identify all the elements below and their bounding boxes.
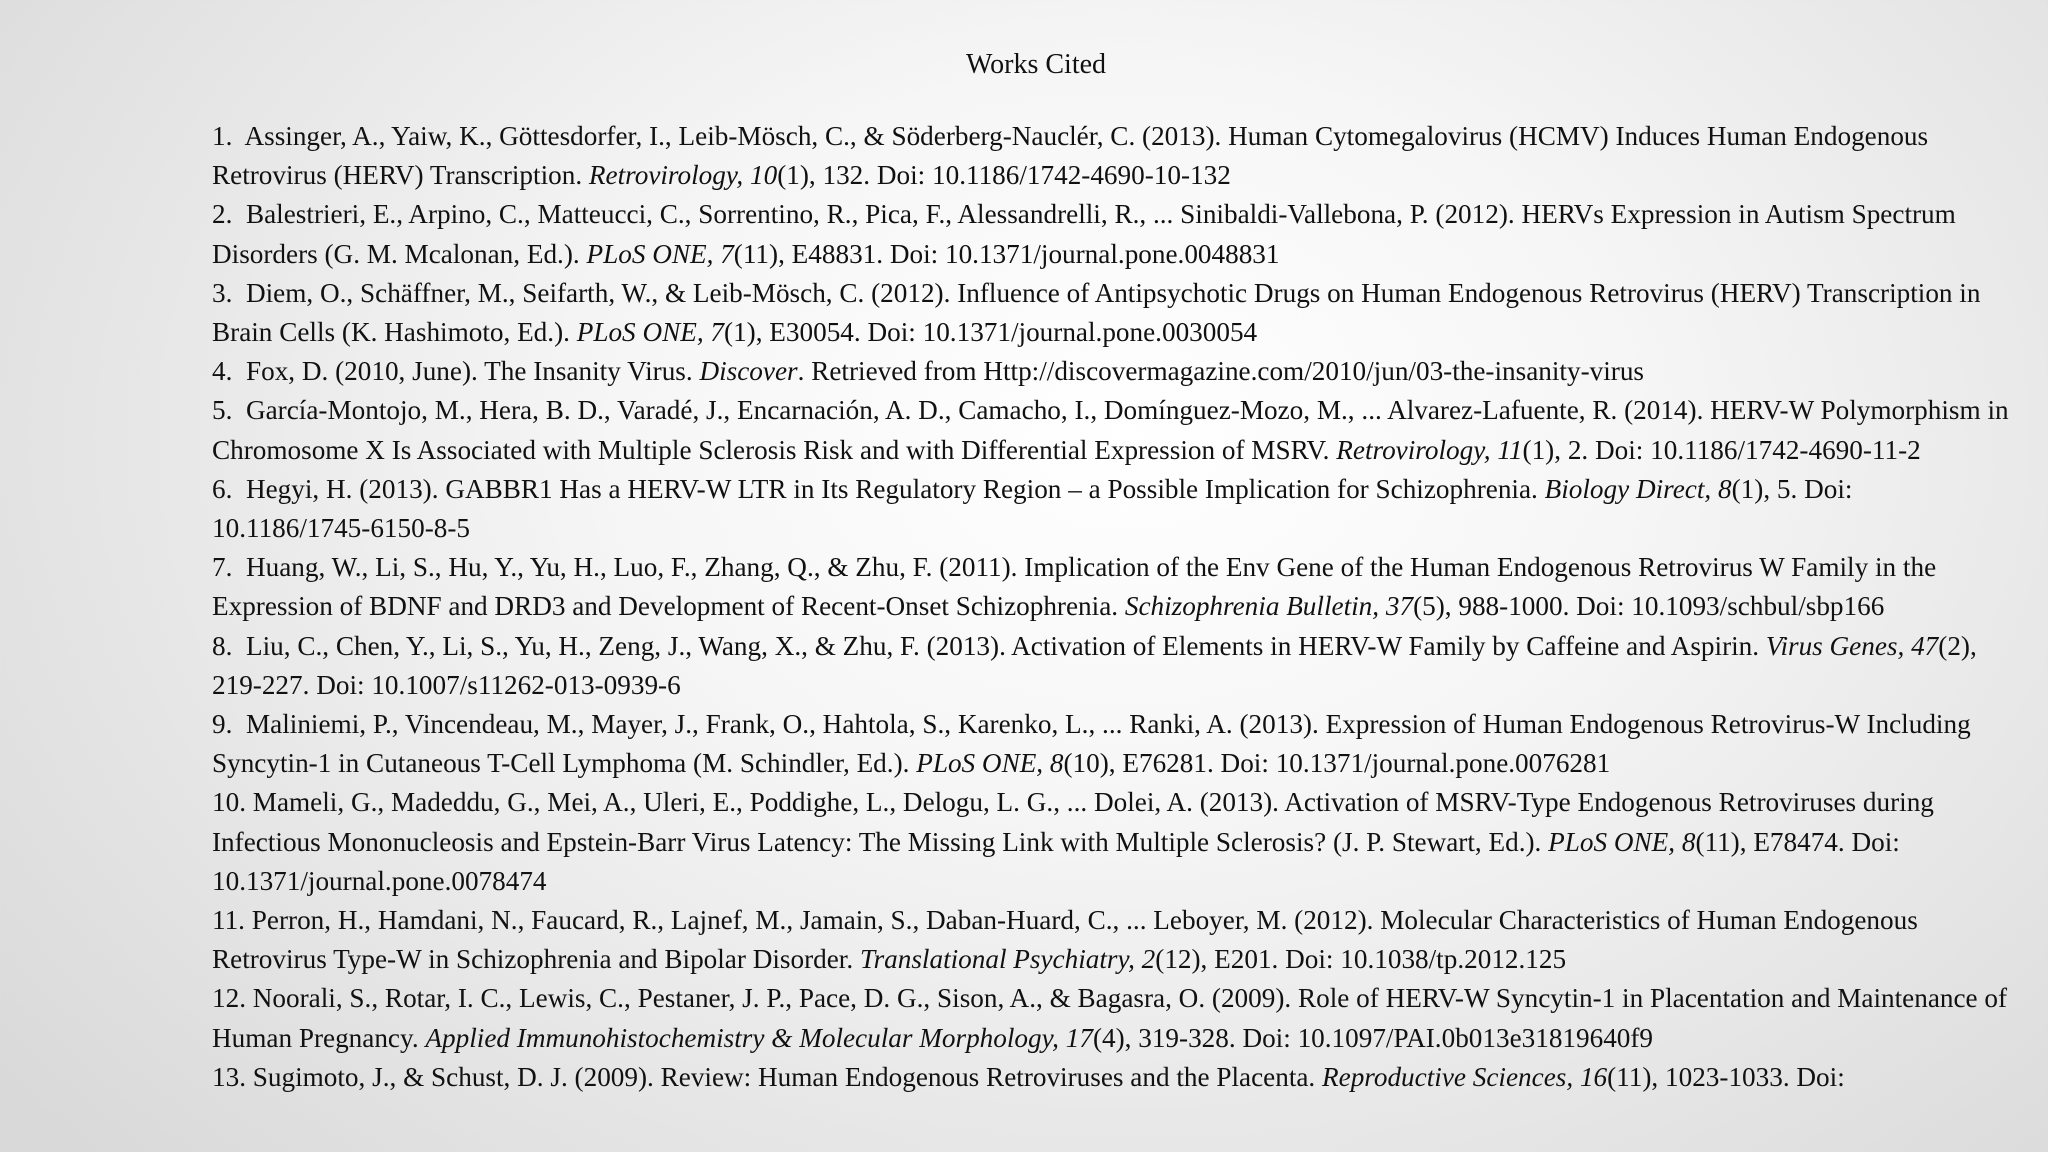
reference-source: Discover <box>699 356 798 387</box>
reference-number: 3. <box>212 277 233 308</box>
reference-item <box>212 117 2012 195</box>
reference-item <box>212 705 2012 783</box>
reference-number: 9. <box>212 709 233 740</box>
reference-details: (1), 2. Doi: 10.1186/1742-4690-11-2 <box>1522 434 1921 465</box>
reference-source: Applied Immunohistochemistry & Molecular Morphology, 17 <box>425 1022 1093 1053</box>
reference-text: Assinger, A., Yaiw, K., Göttesdorfer, I., Leib-Mösch, C., & Söderberg-Nauclér, C. (2013). Human Cytomegalovirus (HCMV) Induces Human Endogenous Retrovirus (HERV) Transcription. <box>212 121 1929 191</box>
reference-details: (10), E76281. Doi: 10.1371/journal.pone.0076281 <box>1063 748 1611 779</box>
reference-item <box>212 195 2012 273</box>
reference-details: . Retrieved from Http://discovermagazine.com/2010/jun/03-the-insanity-virus <box>797 356 1645 387</box>
reference-text: Hegyi, H. (2013). GABBR1 Has a HERV-W LTR in Its Regulatory Region – a Possible Implication for Schizophrenia. <box>245 473 1545 504</box>
reference-text: García-Montojo, M., Hera, B. D., Varadé, J., Encarnación, A. D., Camacho, I., Domínguez-Mozo, M., ... Alvarez-Lafuente, R. (2014). HERV-W Polymorphism in Chromosome X Is Associated with Multiple Sclerosis Risk and with Differential Expression of MSRV. <box>212 395 2009 465</box>
reference-text: Perron, H., Hamdani, N., Faucard, R., Lajnef, M., Jamain, S., Daban-Huard, C., ... Leboyer, M. (2012). Molecular Characteristics of Human Endogenous Retrovirus Type-W in Schizophrenia and Bipolar Disorder. <box>212 905 1918 975</box>
reference-number: 11. <box>212 905 245 936</box>
reference-text: Mameli, G., Madeddu, G., Mei, A., Uleri, E., Poddighe, L., Delogu, L. G., ... Dolei, A. (2013). Activation of MSRV-Type Endogenous Retroviruses during Infectious Mononucleosis and Epstein-Barr Virus Latency: The Missing Link with Multiple Sclerosis? (J. P. Stewart, Ed.). <box>212 787 1934 857</box>
reference-number: 12. <box>212 983 246 1014</box>
reference-source: PLoS ONE, 7 <box>586 238 734 269</box>
reference-details: (12), E201. Doi: 10.1038/tp.2012.125 <box>1155 944 1567 975</box>
reference-details: (11), 1023-1033. Doi: <box>1607 1061 1845 1092</box>
reference-details: (11), E48831. Doi: 10.1371/journal.pone.0048831 <box>733 238 1280 269</box>
reference-text: Diem, O., Schäffner, M., Seifarth, W., & Leib-Mösch, C. (2012). Influence of Antipsychotic Drugs on Human Endogenous Retrovirus (HERV) Transcription in Brain Cells (K. Hashimoto, Ed.). <box>212 277 1981 348</box>
reference-number: 1. <box>212 121 233 151</box>
reference-item <box>212 274 2012 352</box>
reference-source: Translational Psychiatry, 2 <box>859 944 1156 975</box>
reference-source: PLoS ONE, 8 <box>1548 826 1696 857</box>
reference-text: Liu, C., Chen, Y., Li, S., Yu, H., Zeng, J., Wang, X., & Zhu, F. (2013). Activation of Elements in HERV-W Family by Caffeine and Aspirin. <box>245 630 1766 661</box>
page-title: Works Cited <box>965 49 1107 80</box>
reference-number: 13. <box>212 1061 246 1092</box>
reference-item <box>212 352 2012 391</box>
reference-number: 6. <box>212 473 233 504</box>
reference-source: Reproductive Sciences, 16 <box>1322 1061 1608 1092</box>
reference-number: 2. <box>212 199 233 230</box>
reference-number: 7. <box>212 552 233 583</box>
reference-item <box>212 548 2012 626</box>
reference-source: Schizophrenia Bulletin, 37 <box>1124 591 1414 622</box>
reference-source: Virus Genes, 47 <box>1765 630 1939 661</box>
reference-text: Maliniemi, P., Vincendeau, M., Mayer, J., Frank, O., Hahtola, S., Karenko, L., ... Ranki, A. (2013). Expression of Human Endogenous Retrovirus-W Including Syncytin-1 in Cutaneous T-Cell Lymphoma (M. Schindler, Ed.). <box>212 709 1971 779</box>
reference-source: Biology Direct, 8 <box>1544 473 1732 504</box>
reference-source: Retrovirology, 10 <box>588 160 778 191</box>
reference-source: PLoS ONE, 8 <box>916 748 1064 779</box>
reference-number: 8. <box>212 630 233 661</box>
reference-details: (5), 988-1000. Doi: 10.1093/schbul/sbp166 <box>1413 591 1885 622</box>
reference-item <box>212 1058 2012 1097</box>
reference-text: Balestrieri, E., Arpino, C., Matteucci, C., Sorrentino, R., Pica, F., Alessandrelli, R., ... Sinibaldi-Vallebona, P. (2012). HERVs Expression in Autism Spectrum Disorders (G. M. Mcalonan, Ed.). <box>212 199 1956 269</box>
reference-source: PLoS ONE, 7 <box>576 317 725 348</box>
reference-details: (1), E30054. Doi: 10.1371/journal.pone.0030054 <box>724 317 1258 348</box>
reference-item <box>212 901 2012 979</box>
reference-details: (2), 219-227. Doi: 10.1007/s11262-013-0939-6 <box>212 630 1977 700</box>
reference-number: 4. <box>212 356 233 387</box>
reference-number: 10. <box>212 787 246 818</box>
reference-list <box>212 117 2012 1097</box>
reference-item <box>212 783 2012 901</box>
reference-source: Retrovirology, 11 <box>1336 434 1523 465</box>
reference-details: (4), 319-328. Doi: 10.1097/PAI.0b013e31819640f9 <box>1092 1022 1654 1053</box>
reference-item <box>212 470 2012 548</box>
reference-text: Sugimoto, J., & Schust, D. J. (2009). Review: Human Endogenous Retroviruses and the Placenta. <box>252 1061 1323 1092</box>
reference-details: (1), 5. Doi: 10.1186/1745-6150-8-5 <box>212 473 1853 544</box>
reference-item <box>212 979 2012 1057</box>
reference-text: Huang, W., Li, S., Hu, Y., Yu, H., Luo, F., Zhang, Q., & Zhu, F. (2011). Implication of the Env Gene of the Human Endogenous Retrovirus W Family in the Expression of BDNF and DRD3 and Development of Recent-Onset Schizophrenia. <box>212 552 1937 622</box>
reference-item <box>212 627 2012 705</box>
reference-details: (1), 132. Doi: 10.1186/1742-4690-10-132 <box>777 160 1231 191</box>
reference-text: Fox, D. (2010, June). The Insanity Virus. <box>245 356 700 387</box>
reference-number: 5. <box>212 395 233 426</box>
reference-details: (11), E78474. Doi: 10.1371/journal.pone.0078474 <box>212 826 1900 896</box>
reference-item <box>212 391 2012 469</box>
reference-text: Noorali, S., Rotar, I. C., Lewis, C., Pestaner, J. P., Pace, D. G., Sison, A., & Bagasra, O. (2009). Role of HERV-W Syncytin-1 in Placentation and Maintenance of Human Pregnancy. <box>212 983 2008 1053</box>
